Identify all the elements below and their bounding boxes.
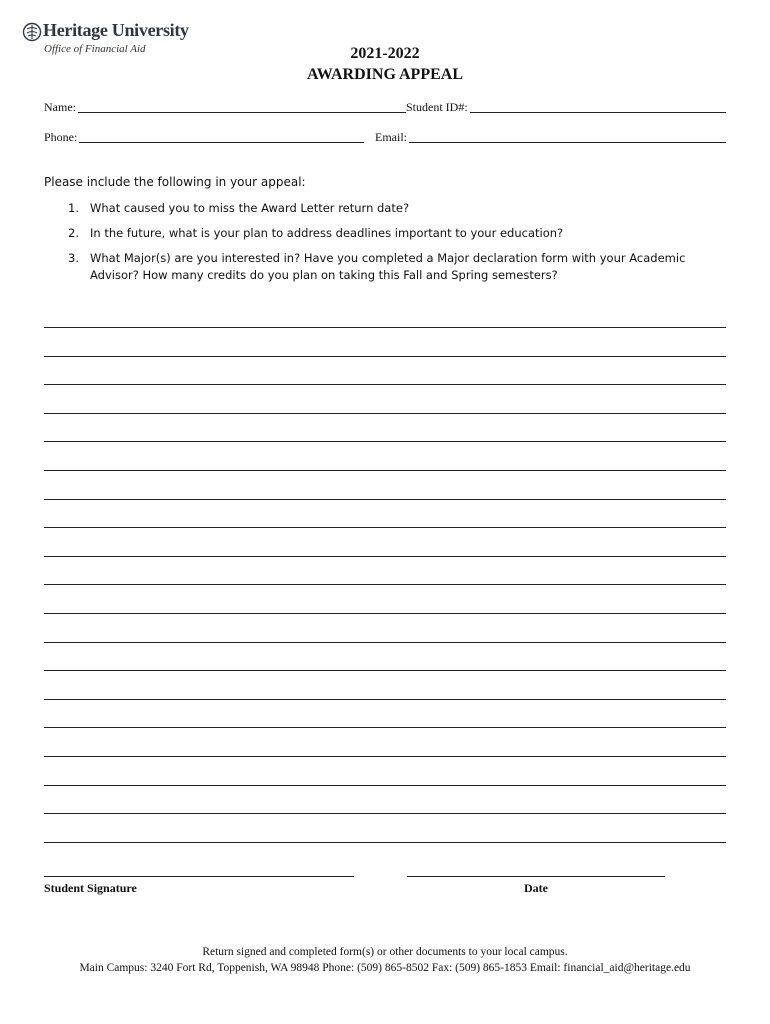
- response-line[interactable]: [44, 556, 726, 557]
- question-text: What caused you to miss the Award Letter return date?: [90, 201, 410, 215]
- phone-email-row: [44, 129, 726, 145]
- name-blank[interactable]: [78, 100, 406, 113]
- email-blank[interactable]: [409, 130, 726, 143]
- question-item: [68, 225, 698, 242]
- response-line[interactable]: [44, 699, 726, 700]
- response-line[interactable]: [44, 785, 726, 786]
- response-line[interactable]: [44, 756, 726, 757]
- response-line[interactable]: [44, 356, 726, 357]
- date-line[interactable]: [407, 876, 665, 877]
- email-label: Email:: [375, 130, 407, 144]
- name-id-row: [44, 99, 726, 115]
- student-id-blank[interactable]: [470, 100, 726, 113]
- phone-label: Phone:: [44, 130, 78, 144]
- response-line[interactable]: [44, 327, 726, 328]
- return-instructions: Return signed and completed form(s) or other documents to your local campus.: [202, 946, 568, 958]
- page-title: AWARDING APPEAL: [306, 66, 463, 83]
- form-year: 2021-2022: [350, 45, 420, 62]
- name-field[interactable]: [44, 99, 406, 115]
- contact-info: Main Campus: 3240 Fort Rd, Toppenish, WA 98948 Phone: (509) 865-8502 Fax: (509) 865-1853 Email: financial_aid@heritage.edu: [79, 962, 691, 974]
- question-number: 1.: [68, 201, 79, 215]
- question-number: 2.: [68, 226, 79, 240]
- instructions-text: Please include the following in your appeal:: [44, 175, 306, 189]
- question-item: [68, 250, 698, 284]
- response-line[interactable]: [44, 642, 726, 643]
- heritage-university-seal-icon: [22, 22, 42, 42]
- response-line[interactable]: [44, 670, 726, 671]
- response-line[interactable]: [44, 470, 726, 471]
- response-line[interactable]: [44, 527, 726, 528]
- question-text: What Major(s) are you interested in? Have you completed a Major declaration form with your Academic Advisor? How many credits do you plan on taking this Fall and Spring semesters?: [90, 251, 686, 282]
- response-line[interactable]: [44, 413, 726, 414]
- question-number: 3.: [68, 251, 79, 265]
- response-line[interactable]: [44, 727, 726, 728]
- student-signature-block[interactable]: [44, 876, 354, 896]
- student-signature-line[interactable]: [44, 876, 354, 877]
- office-name: Office of Financial Aid: [44, 43, 146, 55]
- name-label: Name:: [44, 100, 76, 114]
- response-line[interactable]: [44, 584, 726, 585]
- email-field[interactable]: [375, 129, 726, 145]
- question-text: In the future, what is your plan to address deadlines important to your education?: [90, 226, 564, 240]
- response-line[interactable]: [44, 441, 726, 442]
- date-block[interactable]: [407, 876, 665, 896]
- phone-field[interactable]: [44, 129, 364, 145]
- response-line[interactable]: [44, 499, 726, 500]
- response-line[interactable]: [44, 813, 726, 814]
- question-item: [68, 200, 698, 217]
- university-name: Heritage University: [43, 20, 189, 40]
- student-id-field[interactable]: [406, 99, 726, 115]
- response-area[interactable]: [44, 327, 726, 870]
- student-signature-label: Student Signature: [44, 881, 137, 895]
- date-label: Date: [524, 881, 548, 895]
- response-line[interactable]: [44, 842, 726, 843]
- phone-blank[interactable]: [79, 130, 364, 143]
- response-line[interactable]: [44, 384, 726, 385]
- student-id-label: Student ID#:: [406, 100, 468, 114]
- response-line[interactable]: [44, 613, 726, 614]
- question-list: [68, 200, 698, 292]
